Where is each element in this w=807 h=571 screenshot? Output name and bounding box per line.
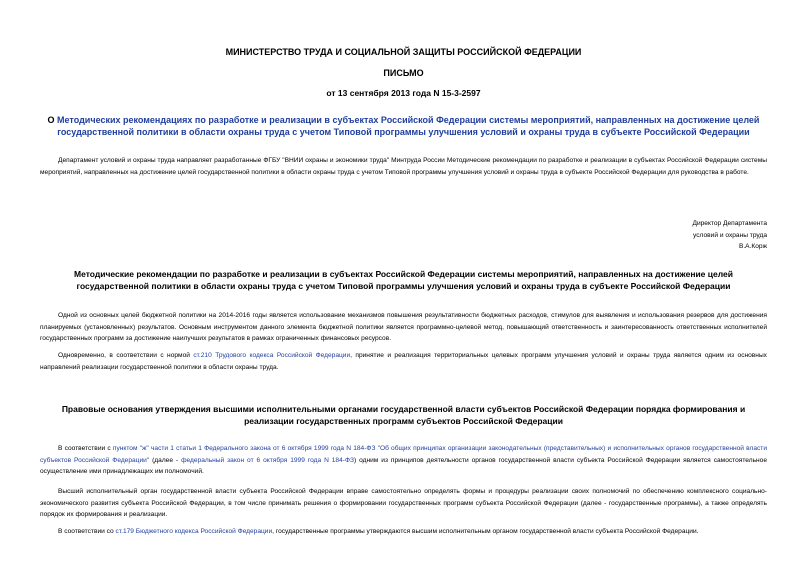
ministry-heading: МИНИСТЕРСТВО ТРУДА И СОЦИАЛЬНОЙ ЗАЩИТЫ РОССИЙСКОЙ ФЕДЕРАЦИИ xyxy=(225,47,582,57)
legal-grounds-title: Правовые основания утверждения высшими исполнительными органами государственной власти субъектов Российской Федерации порядка формирования и реализации государственных программ субъектов Российской Федерации xyxy=(61,404,746,426)
federal-law-short-link[interactable]: федеральный закон от 6 октября 1999 года N 184-ФЗ xyxy=(181,456,354,464)
recommendations-title: Методические рекомендации по разработке и реализации в субъектах Российской Федерации системы мероприятий, направленных на достижение целей государственной политики в области охраны труда с учетом Типовой программы улучшения условий и охраны труда в субъекте Российской Федерации xyxy=(74,269,733,291)
subject-prefix: О xyxy=(47,115,58,125)
document-type-heading: ПИСЬМО xyxy=(383,68,424,78)
legal-paragraph-1 xyxy=(40,443,767,478)
recommendations-paragraph-2 xyxy=(40,350,767,373)
letter-body: Департамент условий и охраны труда направляет разработанные ФГБУ "ВНИИ охраны и экономики труда" Минтруда России Методические рекомендации по разработке и реализации в субъектах Российской Федерации системы мероприятий, направленных на достижение целей государственной политики в области охраны труда с учетом Типовой программы улучшения условий и охраны труда в субъекте Российской Федерации для руководства в работе. xyxy=(40,157,767,176)
p2-text-after: , принятие и реализация территориальных целевых программ улучшения условий и охраны труда является одним из основных направлений реализации государственной политики в области охраны труда. xyxy=(40,352,767,371)
legal-paragraph-2: Высший исполнительный орган государственной власти субъекта Российской Федерации вправе самостоятельно определять формы и процедуры реализации своих полномочий по обеспечению комплексного социально-экономического развития субъекта Российской Федерации, в том числе принимать решения о формировании государственных программ субъекта Российской Федерации (далее - государственные программы), а также определять порядок их формирования и реализации. xyxy=(40,488,767,518)
legal-p3-after: , государственные программы утверждаются высшим исполнительным органом государственной власти субъекта Российской Федерации. xyxy=(272,528,699,535)
signature-line-2: условий и охраны труда xyxy=(693,231,767,239)
document-subject xyxy=(40,114,767,138)
subject-link[interactable]: Методических рекомендациях по разработке и реализации в субъектах Российской Федерации системы мероприятий, направленных на достижение целей государственной политики в области охраны труда с учетом Типовой программы улучшения условий и охраны труда в субъекте Российской Федерации xyxy=(57,115,760,137)
budget-code-link[interactable]: ст.179 Бюджетного кодекса Российской Федерации xyxy=(115,528,273,535)
recommendations-paragraph-1: Одной из основных целей бюджетной политики на 2014-2016 годы является использование механизмов повышения результативности бюджетных расходов, стимулов для выявления и использования резервов для достижения планируемых (установленных) результатов. Основным инструментом данного элемента бюджетной политики является программно-целевой метод, повышающий ответственность и заинтересованность ответственных исполнителей государственных программ за достижение наилучших результатов в рамках ограниченных финансовых ресурсов. xyxy=(40,312,767,342)
signature-block xyxy=(692,218,767,253)
legal-p3-before: В соответствии со xyxy=(58,528,116,535)
legal-p1-mid: (далее - xyxy=(149,456,182,464)
document-date-number: от 13 сентября 2013 года N 15-3-2597 xyxy=(326,88,481,98)
p2-text-before: Одновременно, в соответствии с нормой xyxy=(58,352,194,359)
signature-name: В.А.Корж xyxy=(738,243,767,250)
legal-p1-after: ) одним из принципов деятельности органов государственной власти субъекта Российской Федерации является самостоятельное осуществление ими принадлежащих им полномочий. xyxy=(40,456,767,475)
signature-line-1: Директор Департамента xyxy=(692,220,767,227)
labor-code-link[interactable]: ст.210 Трудового кодекса Российской Федерации xyxy=(193,352,351,359)
legal-paragraph-3 xyxy=(40,526,767,538)
federal-law-article-link[interactable]: пунктом "ж" части 1 статьи 1 Федерального закона от 6 октября 1999 года N 184-ФЗ "Об общих принципах организации законодательных (представительных) и исполнительных органов государственной власти субъектов Российской Федерации" xyxy=(40,445,768,464)
legal-p1-before: В соответствии с xyxy=(58,445,113,452)
